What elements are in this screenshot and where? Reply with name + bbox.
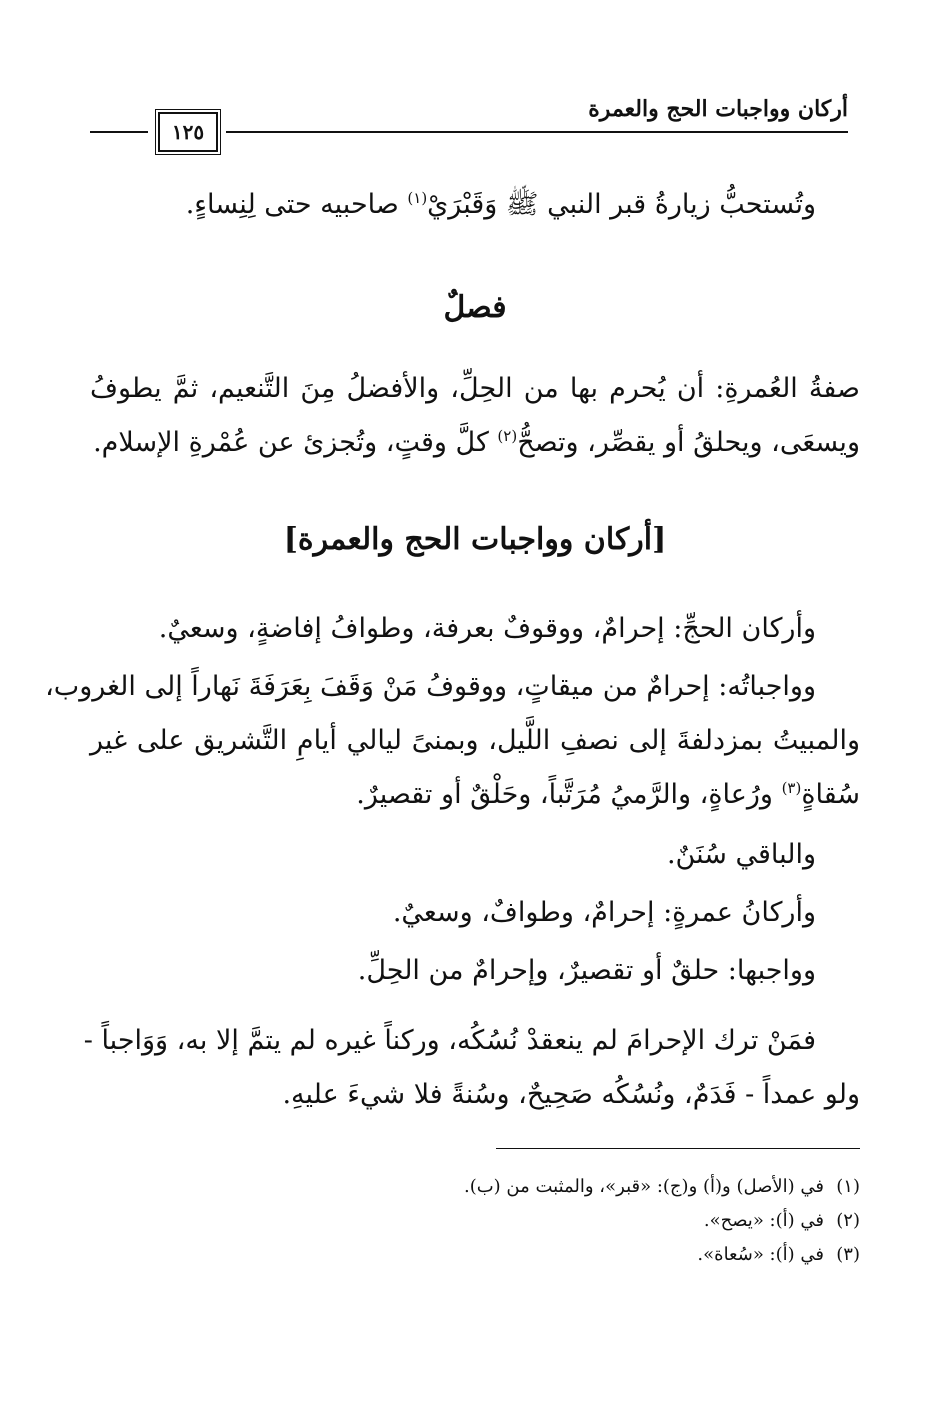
footnote-separator — [496, 1148, 860, 1149]
footnote-text: في (الأصل) و(أ) و(ج): «قبر»، والمثبت من (ب). — [463, 1176, 824, 1197]
umrah-wajibat-line: وواجبها: حلقٌ أو تقصيرٌ، وإحرامٌ من الحِلِّ. — [357, 955, 816, 986]
closing-paragraph — [83, 1014, 860, 1122]
hajj-pillars-paragraph — [90, 602, 860, 656]
remaining-sunan-paragraph — [90, 828, 860, 882]
umrah-line-2-start: ويسعَى، ويحلقُ أو يقصِّر، وتصحُّ — [517, 427, 860, 458]
footnote-ref-1: (١) — [407, 189, 428, 207]
hajj-wajibat-line-1: وواجباتُه: إحرامٌ من ميقاتٍ، ووقوفُ مَنْ وَقَفَ بِعَرَفَةَ نَهاراً إلى الغروب، — [45, 671, 816, 702]
section-heading-fasl: فصلٌ — [443, 290, 507, 325]
umrah-line-2 — [90, 416, 860, 470]
footnote-number: (٣) — [836, 1244, 860, 1265]
footnotes — [90, 1170, 860, 1272]
hajj-pillars-line: وأركان الحجِّ: إحرامٌ، ووقوفٌ بعرفة، وطوافُ إفاضةٍ، وسعيٌ. — [158, 613, 816, 644]
remaining-sunan-line: والباقي سُنَنٌ. — [666, 839, 816, 870]
umrah-line-1: صفةُ العُمرةِ: أن يُحرم بها من الحِلِّ، والأفضلُ مِنَ التَّنعيم، ثمَّ يطوفُ — [90, 373, 860, 404]
umrah-pillars-line: وأركانُ عمرةٍ: إحرامٌ، وطوافٌ، وسعيٌ. — [392, 897, 816, 928]
intro-text: وتُستحبُّ زيارةُ قبر النبي ﷺ وَقَبْرَيْ — [427, 189, 816, 220]
footnote-2 — [90, 1204, 860, 1238]
footnote-1 — [90, 1170, 860, 1204]
page-number: ١٢٥ — [158, 112, 218, 152]
closing-line-1: فمَنْ ترك الإحرامَ لم ينعقدْ نُسُكُه، وركناً غيره لم يتمَّ إلا به، وَوَاجباً - — [83, 1025, 816, 1056]
section-heading-arkan: [أركان وواجبات الحج والعمرة] — [283, 522, 667, 557]
footnote-text: في (أ): «يصح». — [703, 1210, 824, 1231]
header-rule-left — [90, 131, 148, 133]
intro-paragraph — [90, 178, 860, 232]
umrah-wajibat-paragraph — [90, 944, 860, 998]
footnote-text: في (أ): «سُعاة». — [697, 1244, 824, 1265]
intro-text-end: صاحبيه حتى لِنِساءٍ. — [185, 189, 399, 220]
header-rule-right — [226, 131, 848, 133]
closing-line-2: ولو عمداً - فَدَمٌ، ونُسُكُه صَحِيحٌ، وسُنةً فلا شيءَ عليهِ. — [282, 1079, 860, 1110]
umrah-pillars-paragraph — [90, 886, 860, 940]
running-title: أركان وواجبات الحج والعمرة — [588, 96, 848, 122]
footnote-number: (١) — [836, 1176, 860, 1197]
umrah-description-paragraph — [90, 362, 860, 470]
umrah-line-2-end: كلَّ وقتٍ، وتُجزئ عن عُمْرةِ الإسلام. — [93, 427, 489, 458]
intro-line — [90, 178, 860, 232]
hajj-wajibat-paragraph — [45, 660, 860, 822]
footnote-ref-3: (٣) — [781, 779, 802, 797]
hajj-wajibat-line-3-end: ورُعاةٍ، والرَّميُ مُرَتَّباً، وحَلْقٌ أو تقصيرٌ. — [356, 779, 773, 810]
footnote-ref-2: (٢) — [497, 427, 518, 445]
footnote-number: (٢) — [836, 1210, 860, 1231]
hajj-wajibat-line-3-start: سُقاةٍ — [801, 779, 860, 810]
footnote-3 — [90, 1238, 860, 1272]
hajj-wajibat-line-3 — [90, 768, 860, 822]
hajj-wajibat-line-2: والمبيتُ بمزدلفةَ إلى نصفِ اللَّيل، وبمنىً ليالي أيامِ التَّشريق على غير — [90, 725, 860, 756]
